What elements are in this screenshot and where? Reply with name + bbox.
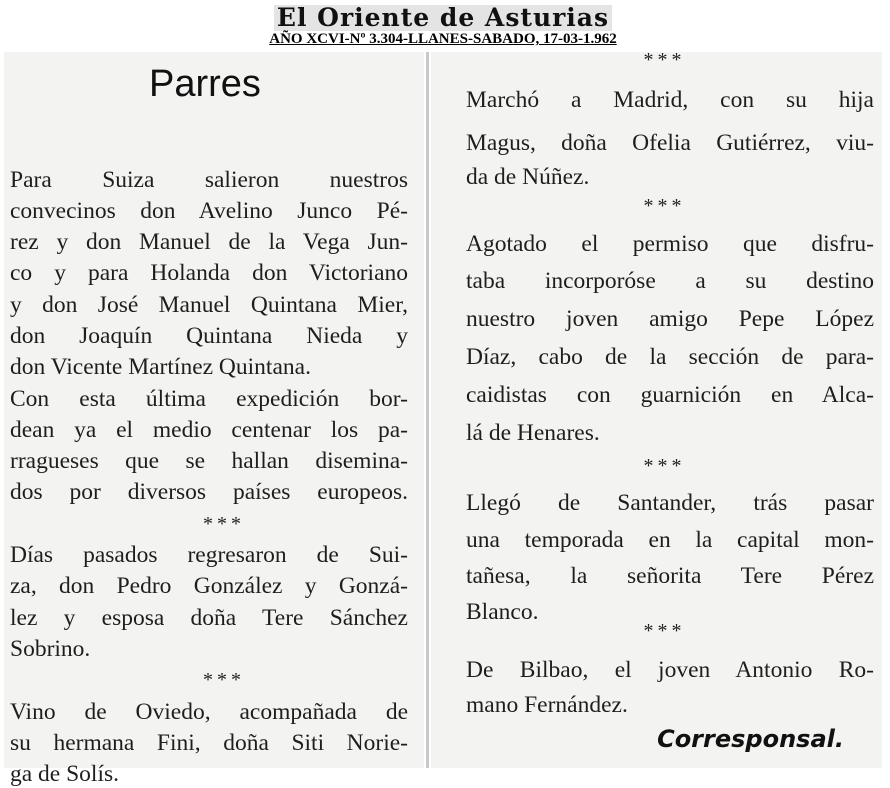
text-line: Díaz, cabo de la sección de para- — [466, 344, 874, 370]
section-separator: *** — [643, 620, 686, 642]
section-separator: *** — [203, 669, 245, 691]
text-line: convecinos don Avelino Junco Pé- — [10, 198, 408, 224]
section-separator: *** — [203, 513, 245, 535]
text-line: da de Núñez. — [466, 164, 590, 190]
signature: Corresponsal. — [657, 725, 844, 753]
text-line: caidistas con guarnición en Alca- — [466, 382, 874, 408]
text-line: una temporada en la capital mon- — [466, 527, 874, 553]
text-line: y don José Manuel Quintana Mier, — [10, 292, 408, 318]
text-line: Días pasados regresaron de Sui- — [10, 542, 408, 568]
text-line: dos por diversos países europeos. — [10, 479, 408, 505]
text-line: Con esta última expedición bor- — [10, 386, 408, 412]
text-line: co y para Holanda don Victoriano — [10, 260, 408, 286]
text-line: rragueses que se hallan disemina- — [10, 448, 408, 474]
text-line: za, don Pedro González y Gonzá- — [10, 573, 408, 599]
text-line: lá de Henares. — [466, 420, 600, 446]
text-line: Marchó a Madrid, con su hija — [466, 87, 874, 113]
text-line: dean ya el medio centenar los pa- — [10, 417, 408, 443]
newspaper-name: El Oriente de Asturias — [274, 5, 612, 31]
text-line: Llegó de Santander, trás pasar — [466, 490, 874, 516]
text-line: Blanco. — [466, 599, 539, 625]
text-line: nuestro joven amigo Pepe López — [466, 306, 874, 332]
section-separator: *** — [643, 49, 686, 71]
section-separator: *** — [643, 455, 686, 477]
text-line: lez y esposa doña Tere Sánchez — [10, 605, 408, 631]
text-line: De Bilbao, el joven Antonio Ro- — [466, 657, 874, 683]
text-line: tañesa, la señorita Tere Pérez — [466, 563, 874, 589]
issue-line: AÑO XCVI-Nº 3.304-LLANES-SABADO, 17-03-1.962 — [269, 31, 617, 47]
column-divider — [426, 52, 429, 768]
text-line: don Joaquín Quintana Nieda y — [10, 323, 408, 349]
text-line: Sobrino. — [10, 636, 91, 662]
text-line: taba incorporóse a su destino — [466, 268, 874, 294]
text-line: su hermana Fini, doña Siti Norie- — [10, 730, 408, 756]
text-line: Magus, doña Ofelia Gutiérrez, viu- — [466, 130, 874, 156]
section-separator: *** — [643, 195, 686, 217]
text-line: rez y don Manuel de la Vega Jun- — [10, 229, 408, 255]
section-title: Parres — [149, 63, 261, 105]
text-line: don Vicente Martínez Quintana. — [10, 354, 311, 380]
left-column — [4, 52, 424, 787]
text-line: ga de Solís. — [10, 761, 120, 787]
text-line: Agotado el permiso que disfru- — [466, 231, 874, 257]
text-line: mano Fernández. — [466, 692, 628, 718]
right-column — [431, 49, 882, 768]
text-line: Para Suiza salieron nuestros — [10, 167, 408, 193]
masthead — [0, 0, 886, 52]
text-line: Vino de Oviedo, acompañada de — [10, 699, 408, 725]
